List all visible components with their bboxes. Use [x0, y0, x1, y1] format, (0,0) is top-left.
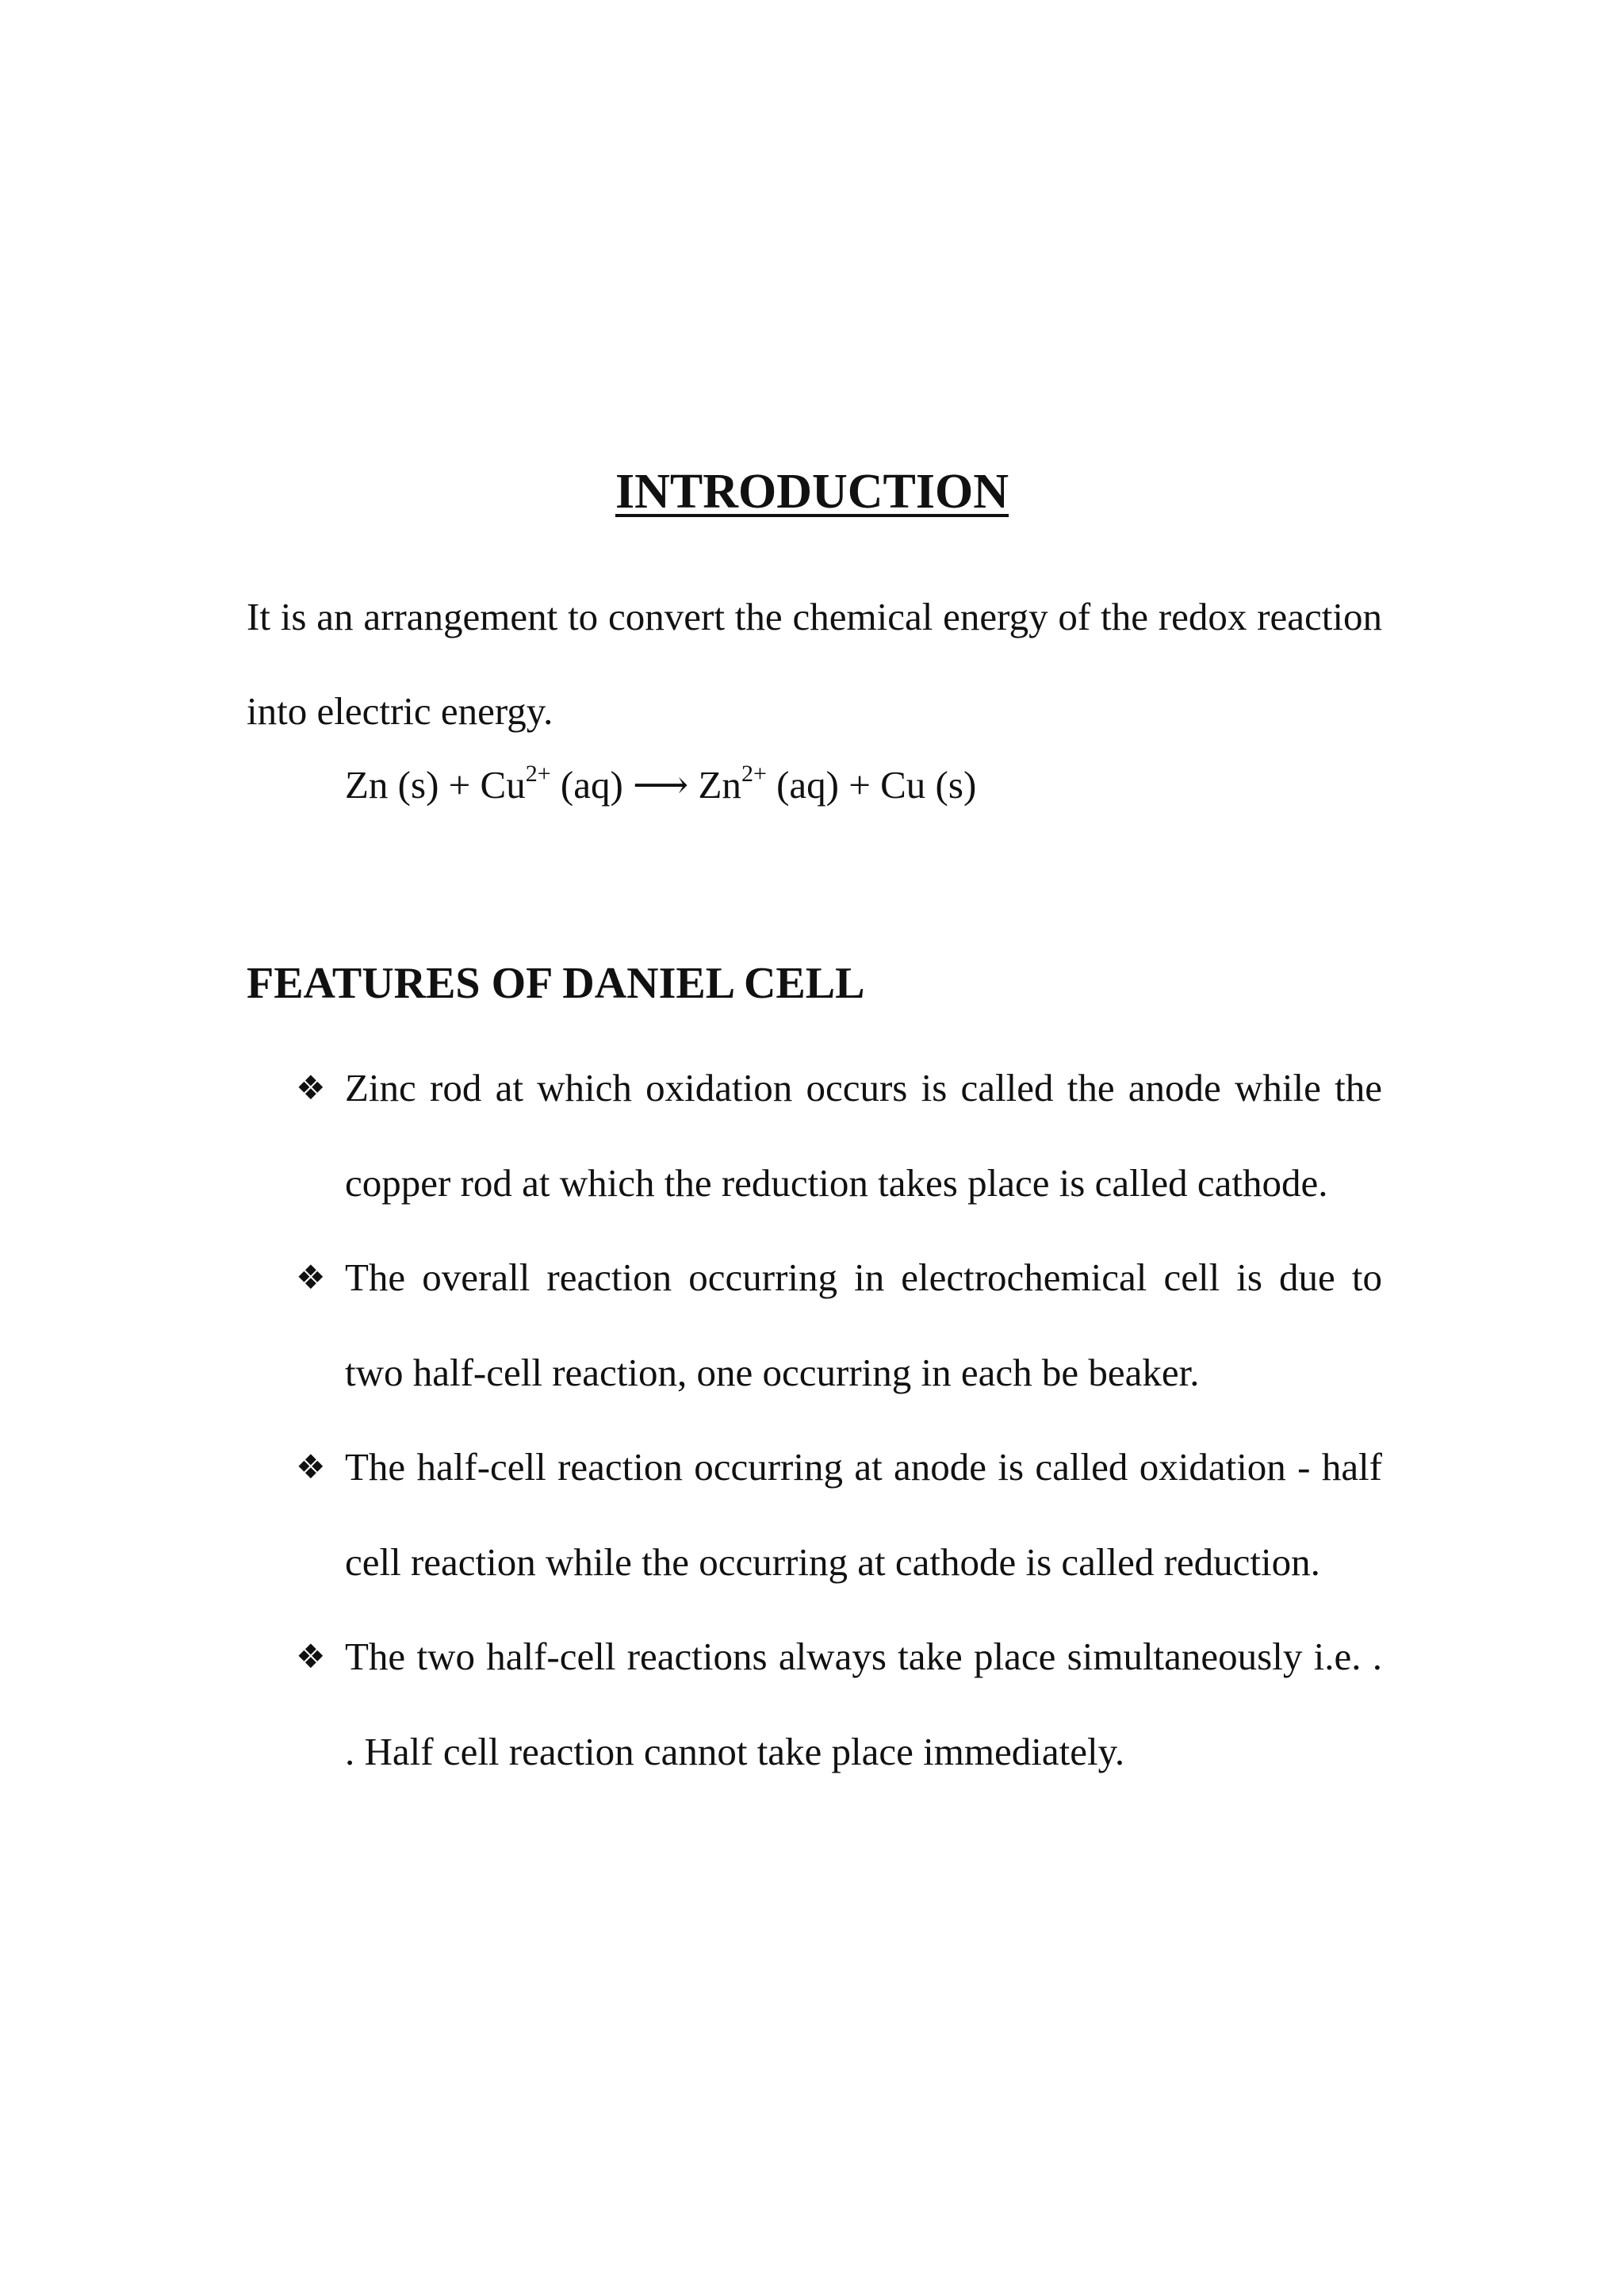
features-list	[247, 1041, 1382, 1799]
equation-superscript-2: 2+	[741, 760, 767, 787]
diamond-bullet-icon: ❖	[296, 1447, 326, 1486]
list-item	[247, 1230, 1382, 1420]
equation-part-1: Zn (s) + Cu	[345, 763, 526, 807]
feature-text: The half-cell reaction occurring at anode is called oxidation - half cell reaction while the occurring at cathode is called reduction.	[345, 1445, 1382, 1584]
section-heading: FEATURES OF DANIEL CELL	[247, 959, 865, 1008]
equation-part-2: (aq) ⟶ Zn	[550, 763, 741, 807]
list-item	[247, 1420, 1382, 1609]
equation-part-3: (aq) + Cu (s)	[766, 763, 977, 807]
equation-superscript-1: 2+	[525, 760, 551, 787]
intro-paragraph: It is an arrangement to convert the chemical energy of the redox reaction into electric energy.	[247, 595, 1382, 733]
diamond-bullet-icon: ❖	[296, 1068, 326, 1107]
list-item	[247, 1609, 1382, 1799]
list-item	[247, 1041, 1382, 1230]
redox-equation	[345, 761, 976, 809]
feature-text: Zinc rod at which oxidation occurs is called the anode while the copper rod at which the reduction takes place is called cathode.	[345, 1066, 1382, 1205]
feature-text: The overall reaction occurring in electrochemical cell is due to two half-cell reaction, one occurring in each be beaker.	[345, 1255, 1382, 1394]
diamond-bullet-icon: ❖	[296, 1258, 326, 1297]
diamond-bullet-icon: ❖	[296, 1637, 326, 1676]
feature-text: The two half-cell reactions always take place simultaneously i.e. . . Half cell reaction cannot take place immediately.	[345, 1635, 1382, 1773]
page-title: INTRODUCTION	[615, 465, 1009, 519]
